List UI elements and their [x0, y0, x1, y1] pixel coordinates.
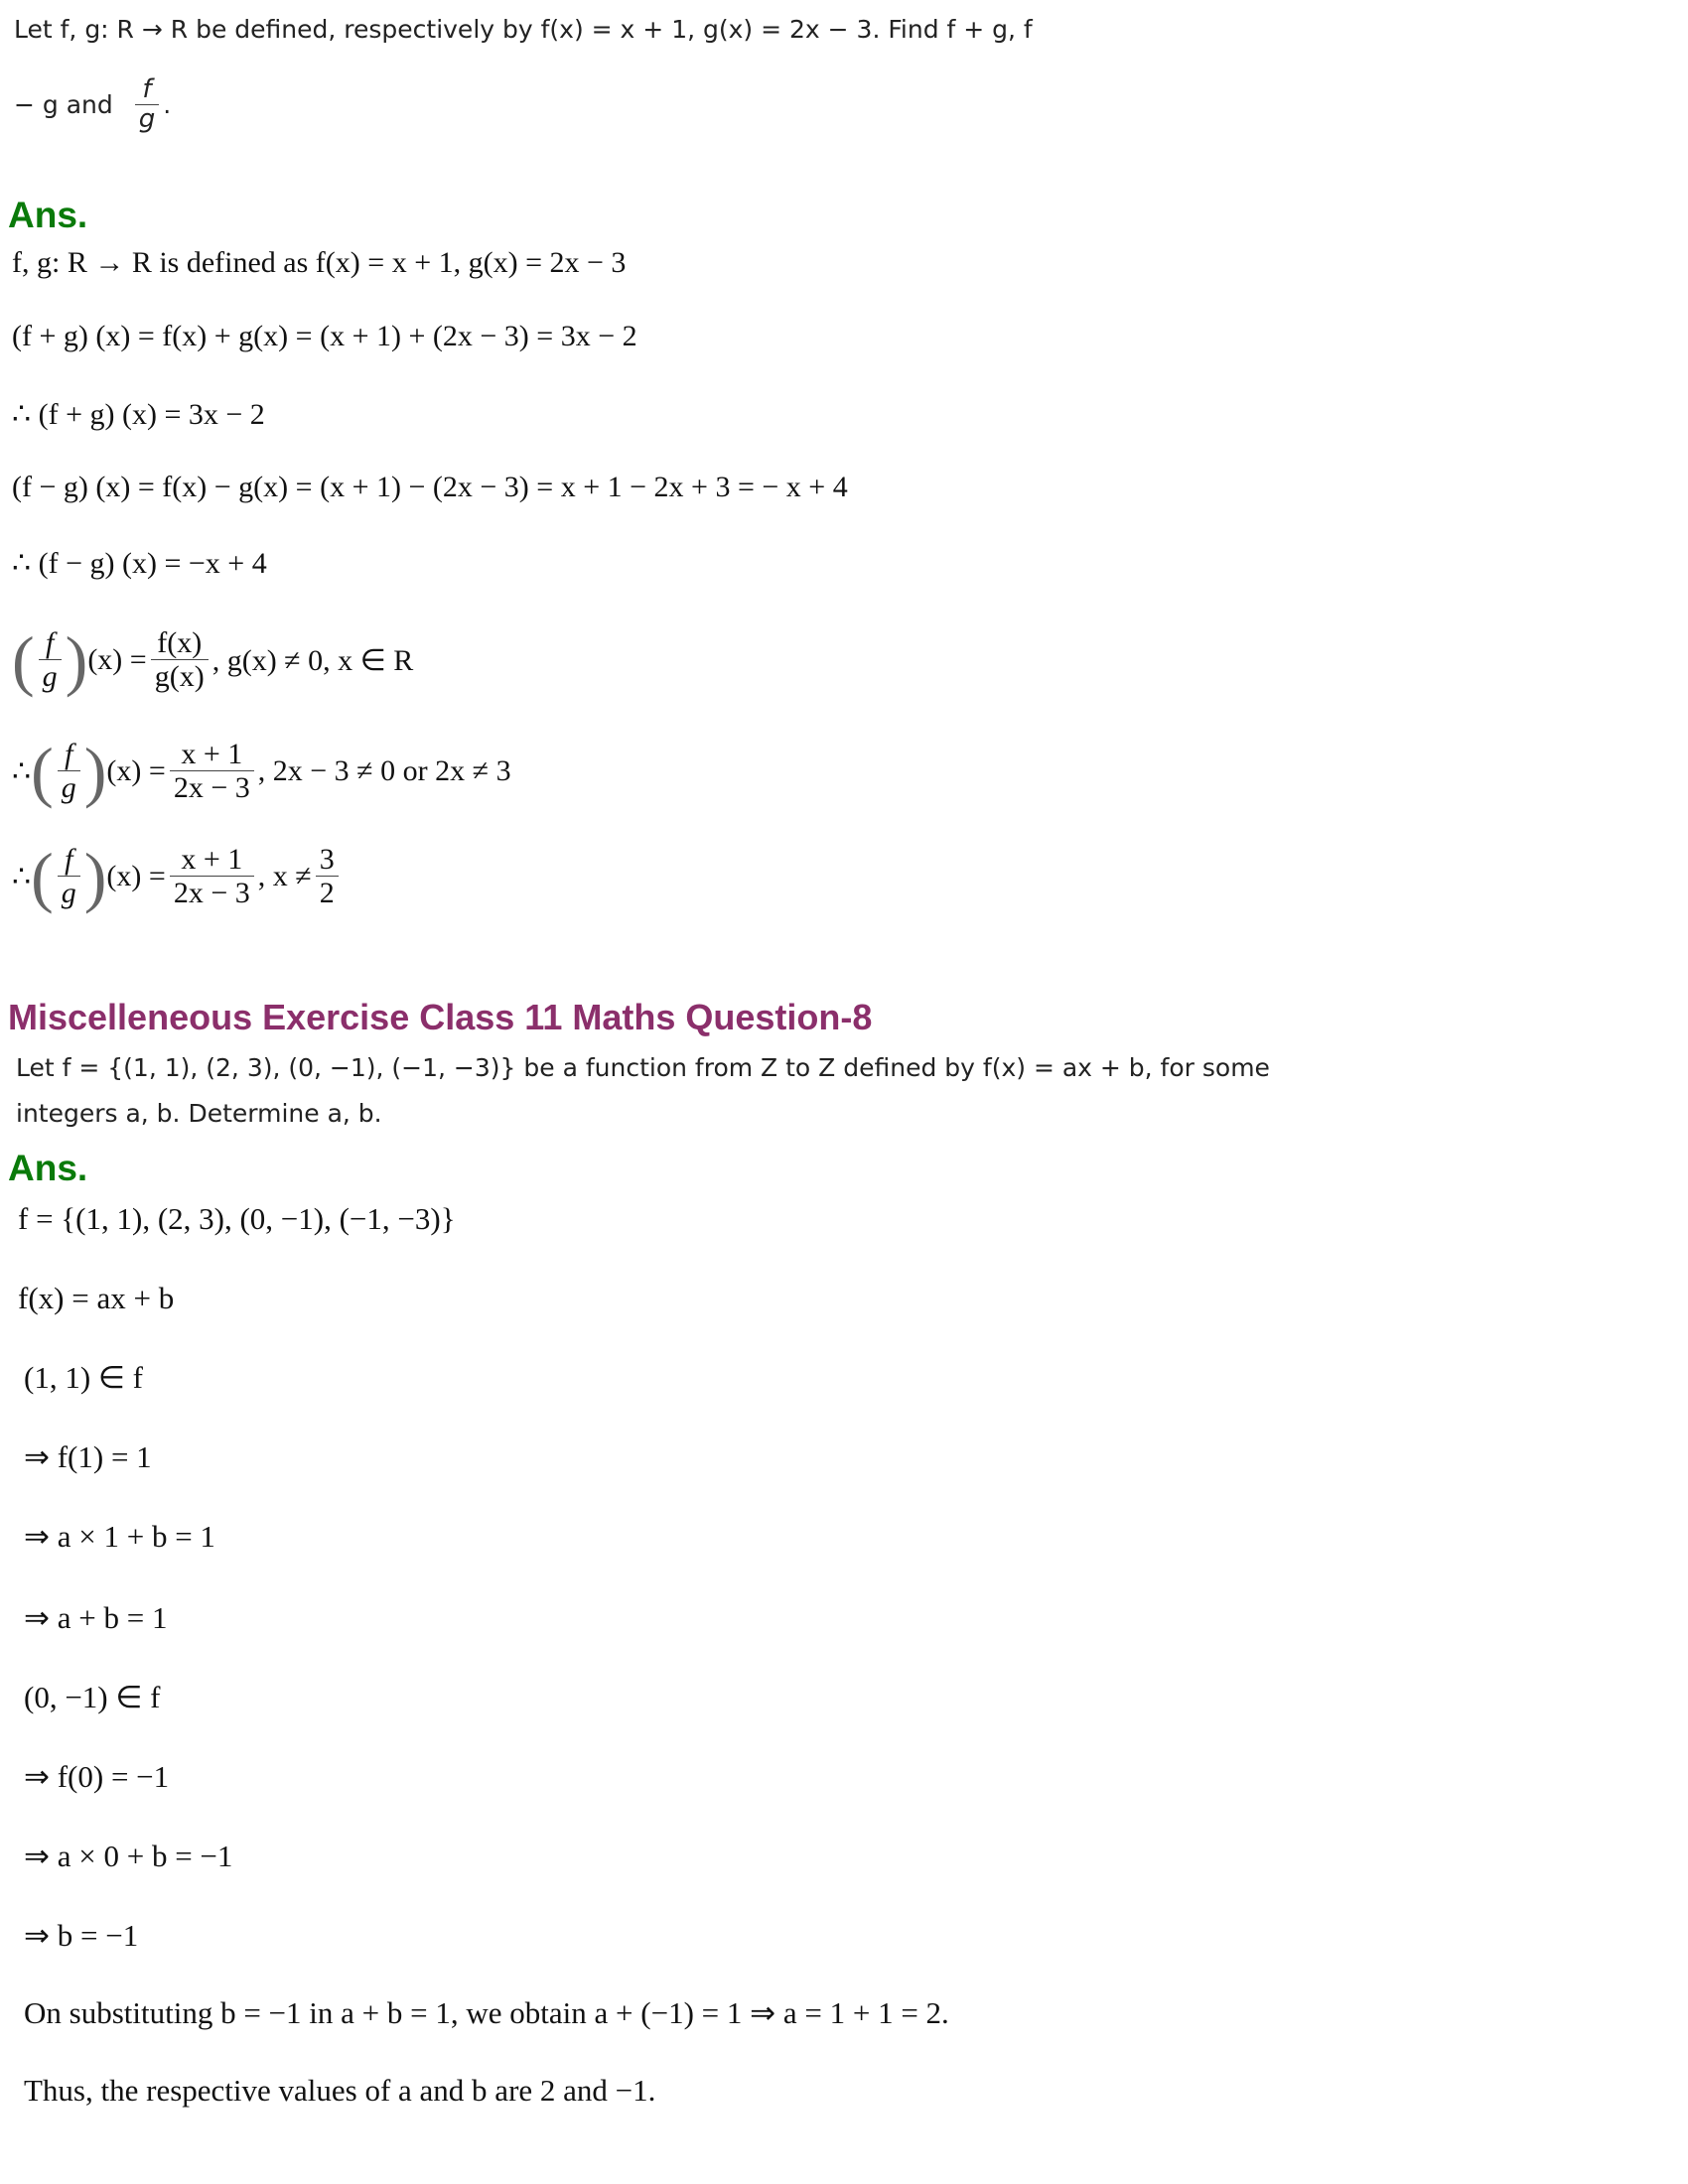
question-text-line-2: [14, 75, 171, 134]
question-text-suffix: .: [163, 89, 172, 119]
rhs-fraction: [170, 843, 254, 911]
solution-line: (f + g) (x) = f(x) + g(x) = (x + 1) + (2x − 3) = 3x − 2: [12, 320, 637, 352]
rhs-fraction: [170, 738, 254, 806]
fraction-numerator: 3: [319, 842, 335, 876]
fraction-denominator: g: [135, 104, 160, 135]
quotient-result: [12, 727, 511, 816]
question-text-line-1: Let f, g: R → R be defined, respectively by f(x) = x + 1, g(x) = 2x − 3. Find f + g, f: [14, 15, 1033, 44]
solution-line: ⇒ a + b = 1: [24, 1600, 168, 1635]
equation-tail: , g(x) ≠ 0, x ∈ R: [211, 643, 414, 677]
quotient-fraction: [58, 843, 80, 911]
quotient-final: [12, 832, 343, 921]
fraction-numerator: x + 1: [181, 842, 243, 876]
quotient-definition: [12, 615, 413, 705]
solution-line: ⇒ a × 0 + b = −1: [24, 1839, 233, 1873]
answer-label: Ans.: [8, 195, 88, 235]
solution-line: ⇒ f(1) = 1: [24, 1439, 152, 1474]
fraction-numerator: f: [142, 74, 152, 104]
quotient-fraction: [39, 626, 62, 695]
solution-line: Thus, the respective values of a and b are 2 and −1.: [24, 2073, 656, 2108]
question-text-prefix: − g and: [14, 89, 113, 119]
question-text-line-2: integers a, b. Determine a, b.: [16, 1099, 382, 1128]
question-heading: Miscelleneous Exercise Class 11 Maths Question-8: [8, 997, 873, 1037]
right-paren: ): [83, 734, 107, 809]
fraction-denominator: 2x − 3: [170, 770, 254, 806]
fraction-denominator: 2: [316, 876, 339, 911]
fraction-numerator: f: [65, 842, 73, 876]
fraction-denominator: g: [58, 876, 80, 911]
equation-middle: (x) =: [87, 643, 147, 676]
fraction-denominator: g(x): [151, 659, 209, 695]
solution-line: f(x) = ax + b: [18, 1281, 175, 1315]
fraction-numerator: f: [45, 625, 55, 659]
solution-line: f, g: R → R is defined as f(x) = x + 1, g(x) = 2x − 3: [12, 246, 627, 279]
left-paren: (: [31, 734, 54, 809]
solution-line: ⇒ a × 1 + b = 1: [24, 1519, 215, 1554]
therefore-symbol: ∴: [12, 860, 32, 893]
fraction-numerator: f: [65, 737, 73, 770]
tail-fraction: [316, 843, 339, 911]
right-paren: ): [65, 622, 88, 698]
solution-line: (1, 1) ∈ f: [24, 1360, 143, 1395]
fraction-numerator: f(x): [157, 625, 203, 659]
solution-line: (f − g) (x) = f(x) − g(x) = (x + 1) − (2x − 3) = x + 1 − 2x + 3 = − x + 4: [12, 471, 848, 503]
equation-middle: (x) =: [106, 754, 166, 787]
quotient-fraction: [58, 738, 80, 806]
question-fraction: [135, 75, 160, 134]
rhs-fraction: [151, 626, 209, 695]
answer-label: Ans.: [8, 1148, 88, 1188]
left-paren: (: [31, 839, 54, 914]
solution-line: ∴ (f − g) (x) = −x + 4: [12, 547, 267, 580]
solution-line: (0, −1) ∈ f: [24, 1680, 161, 1714]
equation-tail: , 2x − 3 ≠ 0 or 2x ≠ 3: [257, 754, 511, 787]
right-paren: ): [83, 839, 107, 914]
solution-line: ∴ (f + g) (x) = 3x − 2: [12, 398, 265, 431]
solution-line: f = {(1, 1), (2, 3), (0, −1), (−1, −3)}: [18, 1201, 456, 1236]
fraction-denominator: g: [58, 770, 80, 806]
solution-line: ⇒ f(0) = −1: [24, 1759, 170, 1794]
fraction-numerator: x + 1: [181, 737, 243, 770]
fraction-denominator: g: [39, 659, 62, 695]
solution-line: On substituting b = −1 in a + b = 1, we obtain a + (−1) = 1 ⇒ a = 1 + 1 = 2.: [24, 1995, 949, 2030]
fraction-denominator: 2x − 3: [170, 876, 254, 911]
solution-line: ⇒ b = −1: [24, 1918, 139, 1953]
left-paren: (: [12, 622, 35, 698]
equation-middle: (x) =: [106, 860, 166, 892]
question-text-line-1: Let f = {(1, 1), (2, 3), (0, −1), (−1, −3)} be a function from Z to Z defined by f(x) = ax + b, for some: [16, 1053, 1270, 1082]
therefore-symbol: ∴: [12, 754, 32, 788]
equation-tail: , x ≠: [257, 860, 312, 892]
